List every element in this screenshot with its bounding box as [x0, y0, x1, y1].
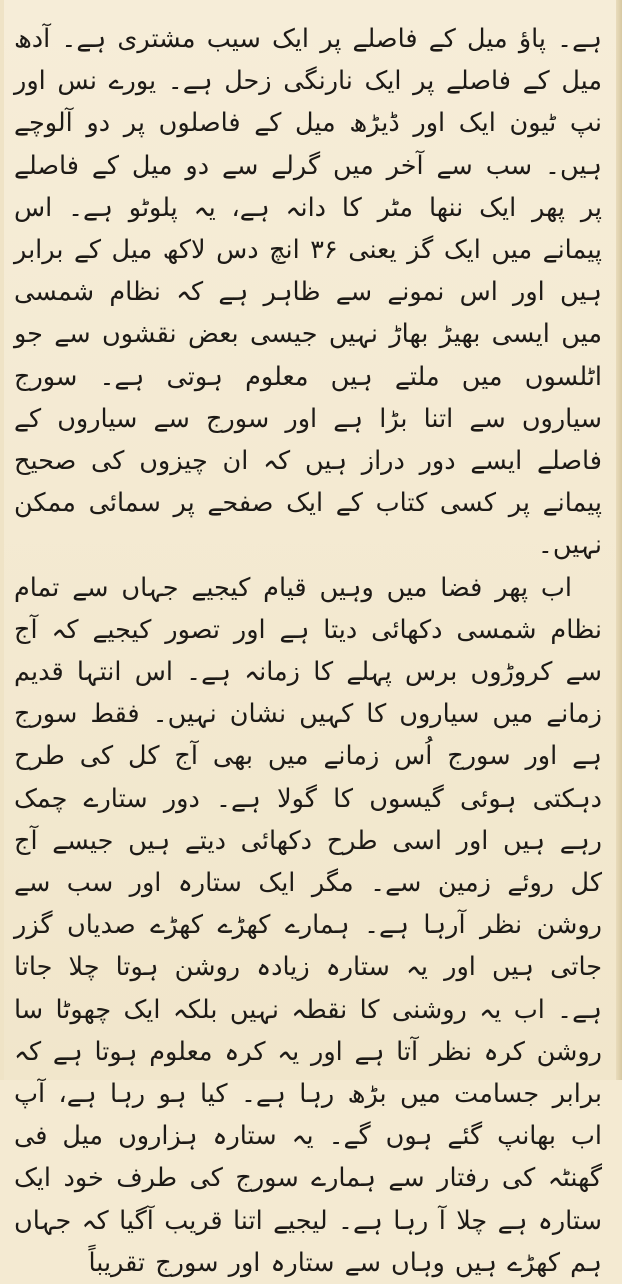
paragraph-1: ہے۔ پاؤ میل کے فاصلے پر ایک سیب مشتری ہے۔ آدھ میل کے فاصلے پر ایک نارنگی زحل ہے۔ یورے نس اور نپ ٹیون ایک اور ڈیڑھ میل کے فاصلوں پر دو آلوچے ہیں۔ سب سے آخر میں گرلے سے دو میل کے فاصلے پر پھر ایک ننھا مٹر کا دانہ ہے، یہ پلوٹو ہے۔ اس پیمانے میں ایک گز یعنی ۳۶ انچ دس لاکھ میل کے برابر ہیں اور اس نمونے سے ظاہر ہے کہ نظام شمسی میں ایسی بھیڑ بھاڑ نہیں جیسی بعض نقشوں سے جو اٹلسوں میں ملتے ہیں معلوم ہوتی ہے۔ سورج سیاروں سے اتنا بڑا ہے اور سورج سے سیاروں کے فاصلے ایسے دور دراز ہیں کہ ان چیزوں کی صحیح پیمانے پر کسی کتاب کے ایک صفحے پر سمائی ممکن نہیں۔ — [14, 24, 602, 561]
paragraph-2: اب پھر فضا میں وہیں قیام کیجیے جہاں سے تمام نظام شمسی دکھائی دیتا ہے اور تصور کیجیے کہ آج سے کروڑوں برس پہلے کا زمانہ ہے۔ اس انتہا قدیم زمانے میں سیاروں کا کہیں نشان نہیں۔ فقط سورج ہے اور سورج اُس زمانے میں بھی آج کل کی طرح دہکتی ہوئی گیسوں کا گولا ہے۔ دور ستارے چمک رہے ہیں اور اسی طرح دکھائی دیتے ہیں جیسے آج کل روئے زمین سے۔ مگر ایک ستارہ اور سب سے روشن نظر آرہا ہے۔ ہمارے کھڑے کھڑے صدیاں گزر جاتی ہیں اور یہ ستارہ زیادہ روشن ہوتا چلا جاتا ہے۔ اب یہ روشنی کا نقطہ نہیں بلکہ ایک چھوٹا سا روشن کرہ نظر آتا ہے اور یہ کرہ معلوم ہوتا ہے کہ برابر جسامت میں بڑھ رہا ہے۔ کیا ہو رہا ہے، آپ اب بھانپ گئے ہوں گے۔ یہ ستارہ ہزاروں میل فی گھنٹہ کی رفتار سے ہمارے سورج کی طرف خود ایک ستارہ ہے چلا آ رہا ہے۔ لیجیے اتنا قریب آگیا کہ جہاں ہم کھڑے ہیں وہاں سے ستارہ اور سورج تقریباً — [14, 572, 602, 1278]
page-left-edge — [0, 0, 4, 1080]
page-right-edge — [616, 0, 622, 1080]
page-text — [14, 18, 602, 1284]
